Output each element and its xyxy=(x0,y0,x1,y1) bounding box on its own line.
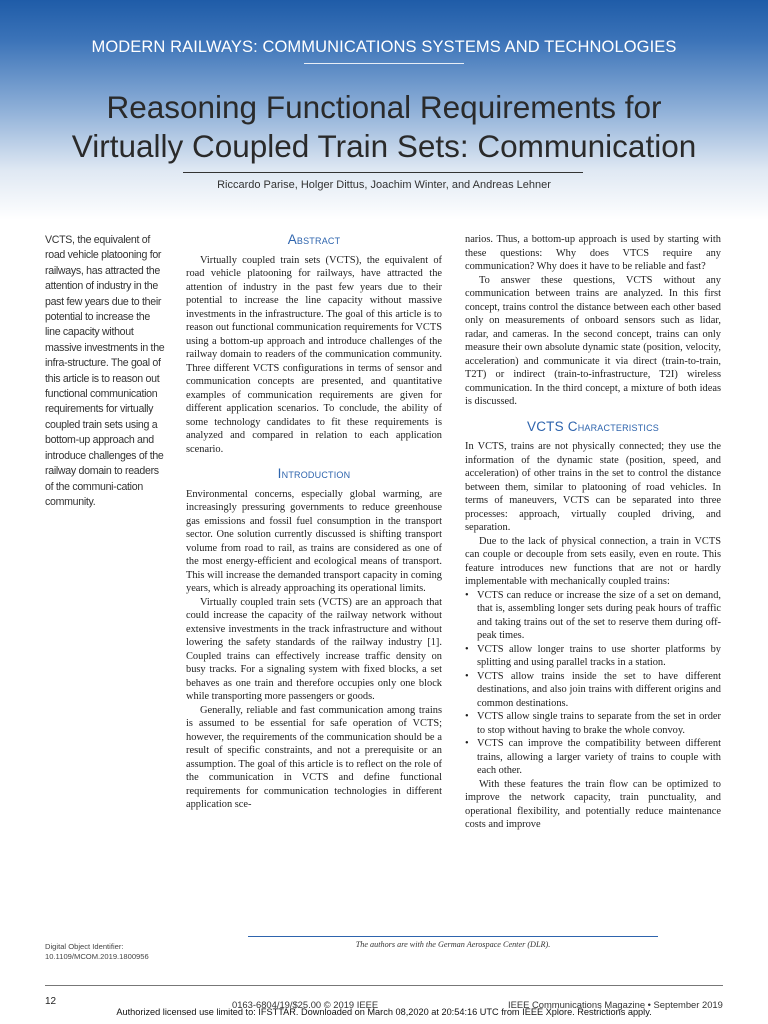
authors-divider xyxy=(183,172,583,173)
section-title: MODERN RAILWAYS: COMMUNICATIONS SYSTEMS AND TECHNOLOGIES xyxy=(91,38,677,56)
abstract-heading: Abstract xyxy=(287,232,341,247)
authors: Riccardo Parise, Holger Dittus, Joachim Winter, and Andreas Lehner xyxy=(217,179,551,191)
intro-paragraph: Environmental concerns, especially global warming, are increasingly pressuring governments to reduce greenhouse gas emissions and fossil fuel consumption in the transport sector. One solution currently discussed is shifting transport volume from road to rail, as trains are considered as one of the most energy-efficient and ecological means of transport. This will increase the demanded transport capacity in coming years, which is already approaching its operational limits. xyxy=(186,488,442,594)
author-affiliation-footnote: The authors are with the German Aerospace Center (DLR). xyxy=(355,940,551,949)
article-title-line-1: Reasoning Functional Requirements for xyxy=(106,89,662,125)
column-2 xyxy=(465,233,721,832)
title-divider xyxy=(304,63,464,64)
license-notice: Authorized licensed use limited to: IFSTTAR. Downloaded on March 08,2020 at 20:54:16 UTC from IEEE Xplore. Restrictions apply. xyxy=(116,1007,652,1017)
journal-issue: IEEE Communications Magazine • September 2019 xyxy=(508,999,723,1010)
list-item: • VCTS allow longer trains to use shorter platforms by splitting and using parallel tracks in a station. xyxy=(465,643,721,670)
article-title xyxy=(0,88,768,166)
doi-block xyxy=(45,942,205,962)
body-paragraph: To answer these questions, VCTS without any communication between trains are analyzed. In this first concept, trains control the distance between each other based only on measurements of onboard sensors such as lidar, radar, and cameras. In the second concept, trains can only measure their own absolute dynamic state (position, velocity, acceleration) and communicate it via direct (train-to-train, T2T) or indirect (train-to-infrastructure, T2I) wireless communication. In the third concept, a mixture of both ideas is discussed. xyxy=(465,274,721,407)
list-item: • VCTS can reduce or increase the size of a set on demand, that is, assembling longer sets during peak hours of traffic and taking trains out of the set to reserve them during off-peak times. xyxy=(465,589,721,643)
column-1 xyxy=(186,233,442,812)
body-paragraph: In VCTS, trains are not physically connected; they use the information of the dynamic state (position, speed, and acceleration) of other trains in the set to control the distance between them, similar to platooning of road vehicles. In terms of maneuvers, VCTS can be separated into three processes: approach, virtually coupled driving, and separation. xyxy=(465,441,721,533)
body-paragraph: With these features the train flow can be optimized to improve the network capacity, train punctuality, and operational flexibility, and potentially reduce maintenance costs and improve xyxy=(465,778,721,830)
doi-label: Digital Object Identifier: xyxy=(45,942,124,951)
feature-list xyxy=(465,589,721,778)
vcts-characteristics-heading: VCTS Characteristics xyxy=(526,418,659,434)
footer-divider xyxy=(45,985,723,986)
intro-paragraph: Generally, reliable and fast communication among trains is assumed to be essential for safe operation of VCTS; however, the requirements of the communication should be a result of specific constraints, and not a prerequisite or an assumption. The goal of this article is to reflect on the role of the communication in VCTS and define functional requirements for communication technologies in different application sce- xyxy=(186,704,442,810)
page-number: 12 xyxy=(45,996,57,1007)
issn-copyright: 0163-6804/19/$25.00 © 2019 IEEE xyxy=(232,999,379,1010)
body-paragraph: Due to the lack of physical connection, a train in VCTS can couple or decouple from sets easily, even en route. This feature introduces new functions that are not or hardly implementable with mechanically coupled trains: xyxy=(465,535,721,587)
footnote-divider xyxy=(248,936,658,937)
introduction-heading: Introduction xyxy=(277,466,351,481)
intro-paragraph: Virtually coupled train sets (VCTS) are an approach that could increase the capacity of the railway network without extensive investments in the track infrastructure and without lowering the safety standards of the railway industry [1]. Coupled trains can effectively increase traffic density on busy tracks. For a signaling system with fixed blocks, a set behaves as one train and therefore occupies only one block while transporting more passengers or goods. xyxy=(186,596,442,702)
body-paragraph: narios. Thus, a bottom-up approach is used by starting with these questions: Why does VTCS require any communication? Why does it have to be reliable and fast? xyxy=(465,234,721,272)
list-item: • VCTS can improve the compatibility between different trains, allowing a larger variety of trains to couple with each other. xyxy=(465,737,721,778)
article-title-line-2: Virtually Coupled Train Sets: Communication xyxy=(71,128,697,164)
sidebar-summary: VCTS, the equivalent of road vehicle platooning for railways, has attracted the attention of industry in the past few years due to their potential to increase the line capacity without massive investments in the infra-structure. The goal of this article is to reason out functional communication requirements for virtually coupled train sets using a bottom-up approach and introduce challenges of the railway domain to readers of the communi-cation community. xyxy=(45,234,165,508)
abstract-text: Virtually coupled train sets (VCTS), the equivalent of road vehicle platooning for railways, have attracted the attention of industry in the past few years due to their potential to increase the line capacity without massive investments in the infrastructure. The goal of this article is to reason out functional communication requirements for VCTS using a bottom-up approach and introduce challenges of the railway domain to readers of the communication community. Three different VCTS configurations in terms of sensor and communication concepts are presented, and quantitative examples of communication requirements are given for different application scenarios. To conclude, the ability of some technology candidates to fit these requirements is analyzed and compared in relation to each application scenario. xyxy=(186,254,442,455)
list-item: • VCTS allow single trains to separate from the set in order to stop without having to brake the whole convoy. xyxy=(465,710,721,737)
doi-value: 10.1109/MCOM.2019.1800956 xyxy=(45,952,149,961)
list-item: • VCTS allow trains inside the set to have different destinations, and also join trains with different origins and common destinations. xyxy=(465,670,721,711)
